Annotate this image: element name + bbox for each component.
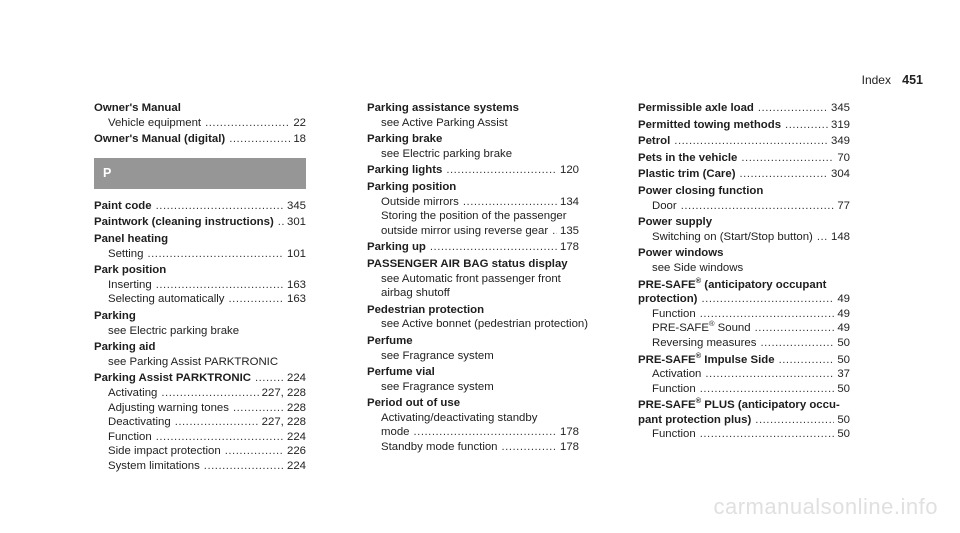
sub-entry[interactable] (638, 321, 850, 336)
entry-title: Parking brake (367, 133, 443, 146)
entry-title: Owner's Manual (digital) (94, 133, 226, 146)
leader-dots (779, 353, 835, 368)
entry-title: Plastic trim (Care) (638, 168, 736, 181)
entry-title-part: PRE-SAFE (638, 278, 696, 291)
entry-title: Power windows (638, 247, 724, 260)
sub-entry[interactable] (638, 427, 850, 442)
leader-dots (225, 444, 284, 459)
sub-entry[interactable] (94, 386, 306, 401)
leader-dots (817, 230, 828, 245)
sub-entry[interactable] (94, 292, 306, 307)
leader-dots (233, 401, 284, 416)
sub-entry-label: Door (652, 199, 677, 212)
leader-dots (700, 307, 835, 322)
sub-entry[interactable] (94, 415, 306, 430)
sub-entry-label: Activating (108, 386, 158, 399)
see-reference[interactable]: see Electric parking brake (108, 324, 240, 337)
entry-title: Panel heating (94, 232, 169, 245)
watermark-text: carmanualsonline.info (713, 494, 938, 519)
leader-dots (681, 199, 835, 214)
sub-entry-label: Vehicle equipment (108, 116, 202, 129)
page-ref[interactable]: 49 (837, 307, 850, 320)
leader-dots (156, 430, 284, 445)
sub-entry[interactable] (94, 459, 306, 474)
index-entry (367, 334, 579, 363)
index-entry (94, 263, 306, 307)
sub-entry-label: Storing the position of the passenger (381, 210, 567, 223)
entry-title: Perfume (367, 334, 413, 347)
sub-entry[interactable] (638, 382, 850, 397)
sub-entry-label: Selecting automatically (108, 293, 225, 306)
leader-dots (255, 371, 284, 386)
sub-entry-label: Switching on (Start/Stop button) (652, 230, 813, 243)
index-entry (367, 365, 579, 394)
leader-dots (760, 336, 834, 351)
see-reference[interactable]: see Parking Assist PARKTRONIC (108, 355, 279, 368)
sub-entry-label-part: PRE-SAFE (652, 322, 709, 335)
sub-entry-label: Side impact protection (108, 445, 221, 458)
index-entry (638, 275, 850, 351)
entry-title: Permitted towing methods (638, 118, 782, 131)
page-ref[interactable]: 301 (286, 216, 306, 229)
entry-title (638, 398, 850, 413)
page-ref[interactable]: 70 (837, 151, 850, 164)
page-number: 451 (902, 73, 923, 87)
sub-entry[interactable] (367, 224, 579, 239)
entry-title: PASSENGER AIR BAG status display (367, 257, 568, 270)
sub-entry-label: Activation (652, 368, 702, 381)
sub-entry-label: Function (652, 382, 696, 395)
see-reference[interactable]: see Active bonnet (pedestrian protection) (381, 318, 589, 331)
leader-dots (674, 134, 828, 149)
entry-title-part: PRE-SAFE (638, 353, 696, 366)
see-reference[interactable]: see Automatic front passenger front (381, 272, 561, 285)
index-entry (367, 101, 579, 130)
entry-title: Parking (94, 309, 136, 322)
entry-title: Permissible axle load (638, 102, 754, 114)
leader-dots (205, 116, 290, 131)
sub-entry-label: Outside mirrors (381, 195, 459, 208)
index-entry (367, 132, 579, 161)
sub-entry[interactable] (638, 367, 850, 382)
entry-title-part: (anticipatory occupant (701, 278, 827, 291)
index-column-3 (638, 101, 850, 444)
entry-line[interactable] (638, 413, 850, 428)
page-ref[interactable]: 50 (837, 353, 850, 366)
leader-dots (229, 292, 284, 307)
page-ref[interactable]: 178 (559, 426, 579, 439)
sub-entry[interactable] (638, 230, 850, 245)
registered-mark: ® (695, 350, 702, 360)
index-entry (367, 180, 579, 238)
page-ref[interactable]: 227, 228 (261, 386, 306, 399)
sub-entry-label: mode (381, 426, 410, 439)
index-entry[interactable] (638, 134, 850, 149)
leader-dots (463, 195, 557, 210)
see-reference-cont[interactable]: airbag shutoff (381, 287, 450, 300)
page-ref[interactable]: 224 (286, 459, 306, 472)
page-ref[interactable]: 49 (837, 293, 850, 306)
index-entry (638, 184, 850, 213)
sub-entry-label: outside mirror using reverse gear (381, 224, 549, 237)
leader-dots (701, 292, 834, 307)
index-entry (367, 257, 579, 301)
sub-entry[interactable] (94, 278, 306, 293)
index-label: Index (861, 73, 891, 87)
sub-entry-label (652, 321, 751, 336)
page-ref[interactable]: 349 (830, 135, 850, 148)
page-ref[interactable]: 304 (830, 168, 850, 181)
page-ref[interactable]: 134 (559, 195, 579, 208)
index-column-2 (367, 101, 589, 457)
index-entry[interactable] (367, 240, 579, 255)
entry-title: Owner's Manual (94, 102, 181, 114)
page-ref[interactable]: 50 (837, 336, 850, 349)
sub-entry[interactable] (367, 425, 579, 440)
section-letter-bar: P (94, 158, 306, 189)
index-entry[interactable] (638, 118, 850, 133)
entry-title: Park position (94, 264, 167, 277)
page-ref[interactable]: 77 (837, 199, 850, 212)
page-ref[interactable]: 319 (830, 118, 850, 131)
leader-dots (175, 415, 259, 430)
sub-entry-label: Function (652, 307, 696, 320)
entry-title (638, 350, 775, 368)
sub-entry-label: Setting (108, 247, 144, 260)
sub-entry[interactable] (638, 199, 850, 214)
sub-entry[interactable] (94, 116, 306, 131)
entry-title (638, 275, 850, 293)
see-reference[interactable]: see Fragrance system (381, 380, 494, 393)
entry-title: Paintwork (cleaning instructions) (94, 216, 274, 229)
sub-entry-label: Function (652, 428, 696, 441)
entry-title-part: PLUS (anticipatory occu- (701, 399, 840, 412)
page-ref[interactable]: 163 (286, 278, 306, 291)
index-entry (94, 309, 306, 338)
index-entry[interactable] (94, 215, 306, 230)
leader-dots (552, 224, 557, 239)
page-ref[interactable]: 227, 228 (261, 416, 306, 429)
page-ref[interactable]: 226 (286, 445, 306, 458)
sub-entry-label: Reversing measures (652, 336, 757, 349)
index-entry (94, 101, 306, 130)
entry-title: Parking assistance systems (367, 102, 519, 114)
page-ref[interactable]: 49 (837, 322, 850, 335)
index-entry[interactable] (367, 163, 579, 178)
sub-entry[interactable] (367, 195, 579, 210)
entry-title: Petrol (638, 135, 671, 148)
page-ref[interactable]: 101 (286, 247, 306, 260)
entry-title: Power supply (638, 216, 713, 229)
sub-entry[interactable] (367, 440, 579, 455)
entry-title: Paint code (94, 199, 152, 212)
page-ref[interactable]: 228 (286, 401, 306, 414)
entry-title: Pets in the vehicle (638, 151, 738, 164)
see-reference[interactable]: see Fragrance system (381, 349, 494, 362)
entry-line[interactable] (638, 292, 850, 307)
leader-dots (446, 163, 557, 178)
leader-dots (229, 132, 290, 147)
see-reference[interactable]: see Electric parking brake (381, 147, 513, 160)
leader-dots (430, 240, 557, 255)
entry-title: Perfume vial (367, 366, 435, 379)
sub-entry[interactable] (94, 247, 306, 262)
index-entry (367, 303, 589, 332)
page-ref[interactable]: 37 (837, 368, 850, 381)
leader-dots (156, 199, 284, 214)
entry-title-part: Impulse Side (701, 353, 775, 366)
leader-dots (741, 151, 834, 166)
sub-entry-label: System limitations (108, 459, 200, 472)
entry-title: Power closing function (638, 184, 764, 197)
entry-title-cont: protection) (638, 293, 698, 306)
page-ref[interactable]: 50 (837, 382, 850, 395)
leader-dots (755, 321, 835, 336)
page-ref[interactable]: 22 (293, 116, 306, 129)
index-entry (638, 215, 850, 244)
entry-title: Parking position (367, 180, 457, 193)
leader-dots (502, 440, 557, 455)
leader-dots (147, 247, 284, 262)
entry-title-cont: pant protection plus) (638, 413, 752, 426)
page-ref[interactable]: 135 (559, 224, 579, 237)
leader-dots (705, 367, 834, 382)
entry-line[interactable] (94, 371, 306, 386)
entry-title: Parking Assist PARKTRONIC (94, 372, 251, 385)
sub-entry-label: Activating/deactivating standby (381, 411, 538, 424)
page-ref[interactable]: 345 (830, 102, 850, 114)
page-ref[interactable]: 148 (830, 230, 850, 243)
page-ref[interactable]: 163 (286, 293, 306, 306)
entry-title: Parking lights (367, 164, 443, 177)
leader-dots (758, 101, 828, 116)
leader-dots (740, 167, 828, 182)
index-entry (638, 246, 850, 275)
page-header (862, 73, 923, 89)
entry-title: Parking up (367, 241, 426, 254)
leader-dots (700, 382, 835, 397)
sub-entry-label: Function (108, 430, 152, 443)
index-entry (638, 350, 850, 397)
leader-dots (700, 427, 835, 442)
sub-entry[interactable] (94, 444, 306, 459)
index-entry[interactable] (94, 199, 306, 214)
page-ref[interactable]: 18 (293, 133, 306, 146)
see-reference[interactable]: see Side windows (652, 261, 744, 274)
leader-dots (785, 118, 828, 133)
see-reference[interactable]: see Active Parking Assist (381, 116, 508, 129)
registered-mark: ® (695, 396, 702, 406)
entry-line[interactable] (638, 350, 850, 368)
index-entry[interactable] (94, 132, 306, 147)
index-entry (94, 232, 306, 261)
entry-title: Parking aid (94, 341, 156, 354)
page-ref[interactable]: 224 (286, 372, 306, 385)
leader-dots (156, 278, 284, 293)
sub-entry-label: Inserting (108, 278, 152, 291)
page-ref[interactable]: 178 (559, 441, 579, 454)
index-entry (638, 398, 850, 442)
leader-dots (755, 413, 834, 428)
index-column-1 (94, 101, 306, 475)
sub-entry[interactable] (638, 336, 850, 351)
registered-mark: ® (708, 319, 715, 329)
sub-entry[interactable] (94, 401, 306, 416)
registered-mark: ® (695, 275, 702, 285)
index-entry (94, 371, 306, 473)
index-entry (94, 340, 306, 369)
index-entry[interactable] (638, 167, 850, 182)
page-ref[interactable]: 50 (837, 413, 850, 426)
page-ref[interactable]: 120 (559, 164, 579, 177)
entry-title: Pedestrian protection (367, 303, 485, 316)
leader-dots (161, 386, 258, 401)
index-entry[interactable] (638, 101, 850, 116)
leader-dots (414, 425, 557, 440)
sub-entry[interactable] (638, 307, 850, 322)
page-ref[interactable]: 345 (286, 199, 306, 212)
index-entry (367, 396, 579, 454)
sub-entry-label: Standby mode function (381, 441, 498, 454)
page-ref[interactable]: 224 (286, 430, 306, 443)
sub-entry[interactable] (94, 430, 306, 445)
sub-entry-label: Adjusting warning tones (108, 401, 229, 414)
entry-title: Period out of use (367, 397, 461, 410)
entry-title-part: PRE-SAFE (638, 399, 696, 412)
page-ref[interactable]: 178 (559, 241, 579, 254)
sub-entry-label: Deactivating (108, 416, 171, 429)
sub-entry-label-part: Sound (714, 322, 751, 335)
leader-dots (278, 215, 284, 230)
index-entry[interactable] (638, 151, 850, 166)
page-ref[interactable]: 50 (837, 428, 850, 441)
leader-dots (204, 459, 284, 474)
